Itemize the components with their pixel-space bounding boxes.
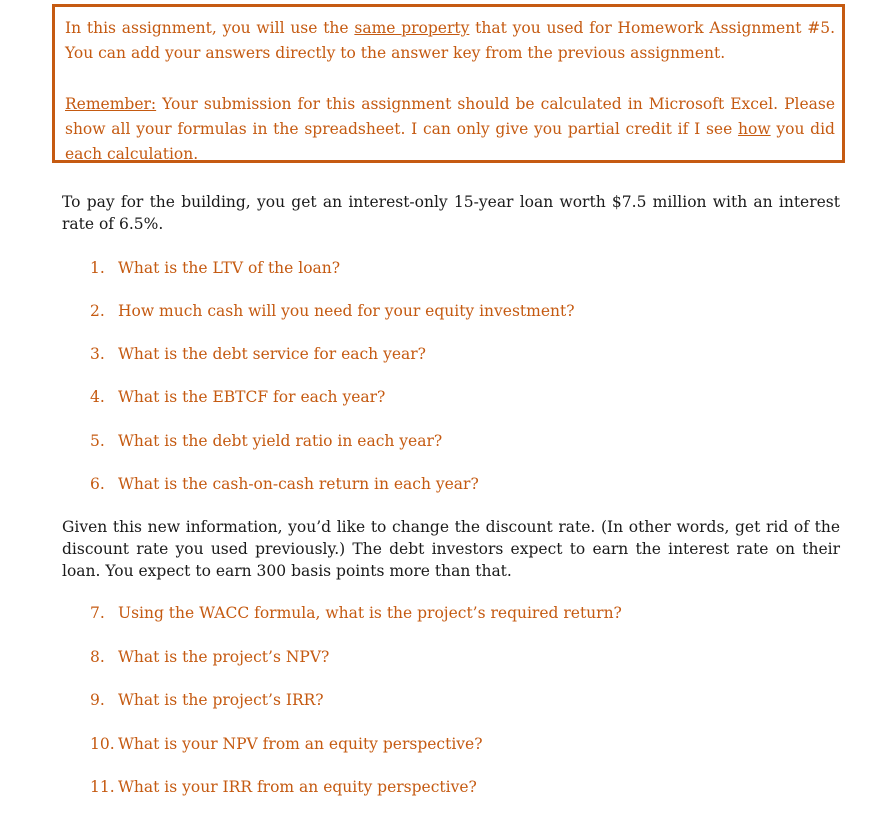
same-property-link[interactable]: same property — [354, 19, 470, 37]
question-text: Using the WACC formula, what is the project’s required return? — [118, 604, 622, 622]
discount-intro-paragraph: Given this new information, you’d like to change the discount rate. (In other words, get rid of the discount rate you used previously.) The debt investors expect to earn the interest rate on their loan. You expect to earn 300 basis points more than that. — [62, 518, 840, 580]
question-9 — [90, 690, 324, 710]
question-text: What is the debt service for each year? — [118, 345, 426, 363]
question-4 — [90, 387, 385, 407]
how-emphasis: how — [738, 120, 771, 138]
question-number: 5. — [90, 432, 105, 450]
question-3 — [90, 344, 426, 364]
question-11 — [90, 777, 477, 797]
question-text: How much cash will you need for your equity investment? — [118, 302, 575, 320]
remember-label: Remember: — [65, 95, 157, 113]
question-number: 9. — [90, 691, 105, 709]
question-5 — [90, 431, 442, 451]
question-text: What is your IRR from an equity perspective? — [118, 778, 477, 796]
instructions-paragraph-1 — [65, 16, 835, 66]
question-10 — [90, 734, 483, 754]
question-text: What is the debt yield ratio in each year? — [118, 432, 443, 450]
question-text: What is your NPV from an equity perspective? — [118, 735, 483, 753]
question-number: 2. — [90, 302, 105, 320]
question-number: 4. — [90, 388, 105, 406]
instructions-box — [52, 4, 845, 163]
question-8 — [90, 647, 329, 667]
question-number: 10. — [90, 735, 115, 753]
question-text: What is the EBTCF for each year? — [118, 388, 386, 406]
instructions-text: Your submission for this assignment should be calculated in Microsoft Excel. Please show all your formulas in the spreadsheet. I can only give you partial credit if I see — [65, 95, 835, 138]
question-text: What is the cash-on-cash return in each year? — [118, 475, 479, 493]
question-number: 6. — [90, 475, 105, 493]
instructions-text: you did each calculation. — [65, 120, 835, 163]
instructions-paragraph-2 — [65, 92, 835, 167]
loan-intro-paragraph: To pay for the building, you get an interest-only 15-year loan worth $7.5 million with an interest rate of 6.5%. — [62, 193, 840, 233]
question-number: 7. — [90, 604, 105, 622]
question-text: What is the project’s IRR? — [118, 691, 324, 709]
question-number: 11. — [90, 778, 115, 796]
question-6 — [90, 474, 479, 494]
question-1 — [90, 258, 340, 278]
instructions-text: In this assignment, you will use the — [65, 19, 355, 37]
question-7 — [90, 603, 622, 623]
question-number: 3. — [90, 345, 105, 363]
question-2 — [90, 301, 575, 321]
question-number: 8. — [90, 648, 105, 666]
question-number: 1. — [90, 259, 105, 277]
instructions-text: that you used for Homework Assignment #5. You can add your answers directly to the answer key from the previous assignment. — [65, 19, 835, 62]
question-text: What is the project’s NPV? — [118, 648, 330, 666]
question-text: What is the LTV of the loan? — [118, 259, 341, 277]
